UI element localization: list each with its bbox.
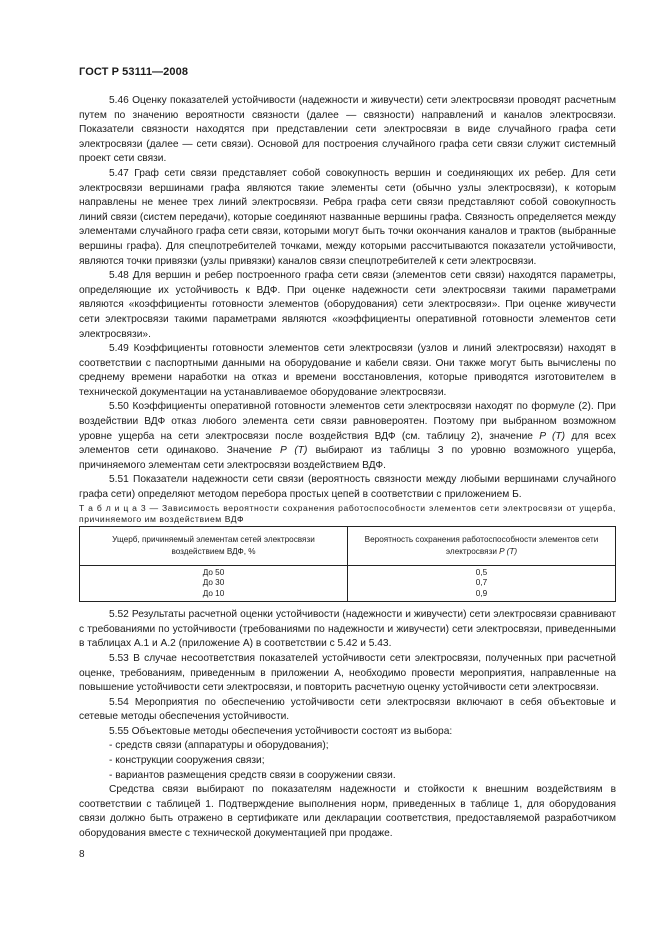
paragraph-5-54: 5.54 Мероприятия по обеспечению устойчивости сети электросвязи включают в себя объектовые и сетевые методы обеспечения устойчивости. (79, 696, 616, 723)
paragraph-5-50-part-c: выбирают из таблицы 3 по уровню возможного ущерба, причиняемого элементам сети электросвязи воздействием ВДФ. (79, 445, 616, 471)
paragraph-5-50 (79, 400, 616, 473)
page-number: 8 (79, 849, 85, 860)
formula-pt: P (T) (279, 445, 308, 457)
damage-value: До 10 (202, 588, 225, 598)
paragraph-5-49: 5.49 Коэффициенты готовности элементов сети электросвязи (узлов и линий электросвязи) находят в соответствии с паспортными данными на оборудование и кабели связи. Они также могут быть вычислены по среднему времени наработки на отказ и времени восстановления, которые приводятся изготовителем в технической документации на устанавливаемое оборудование электросвязи. (79, 343, 616, 398)
list-item: - средств связи (аппаратуры и оборудования); (109, 740, 329, 752)
probability-value: 0,9 (475, 588, 488, 598)
table-3-col-damage-header: Ущерб, причиняемый элементам сетей электросвязи воздействием ВДФ, % (80, 526, 348, 565)
table-3 (79, 526, 616, 603)
table-3-probability-cell (348, 565, 616, 602)
table-row (80, 565, 616, 602)
formula-pt: P (T) (499, 546, 518, 556)
paragraph-final: Средства связи выбирают по показателям надежности и стойкости к внешним воздействиям в соответствии с таблицей 1. Подтверждение выполнения норм, приведенных в таблице 1, для оборудования связи должно быть отражено в сертификате или декларации соответствия, предоставляемой разработчиком оборудования вместе с технической документацией при продаже. (79, 784, 616, 840)
document-body (79, 94, 616, 842)
paragraph-5-53: 5.53 В случае несоответствия показателей устойчивости сети электросвязи, полученных при расчетной оценке, требованиям, приведенным в приложении А, необходимо провести мероприятия, направленные на повышение устойчивости сети электросвязи, и повторить расчетную оценку устойчивости сети электросвязи. (79, 652, 616, 694)
paragraph-5-48: 5.48 Для вершин и ребер построенного графа сети связи (элементов сети связи) находятся параметры, определяющие их устойчивость к ВДФ. При оценке надежности сети электросвязи такими параметрами являются «коэффициенты готовности элементов (оборудования) сети электросвязи». При оценке живучести сети электросвязи такими параметрами являются «коэффициенты оперативной готовности элементов сети электросвязи». (79, 270, 616, 340)
list-item: - вариантов размещения средств связи в сооружении связи. (109, 769, 396, 781)
table-3-damage-cell (80, 565, 348, 602)
paragraph-5-51: 5.51 Показатели надежности сети связи (вероятность связности между любыми вершинами случайного графа сети) определяют методом перебора простых цепей в соответствии с приложением Б. (79, 474, 616, 501)
damage-value: До 30 (202, 578, 225, 588)
standard-code-header: ГОСТ Р 53111—2008 (79, 66, 189, 78)
table-3-col-probability-header-text: Вероятность сохранения работоспособности элементов сети электросвязи (364, 535, 599, 556)
paragraph-5-46: 5.46 Оценку показателей устойчивости (надежности и живучести) сети электросвязи проводят расчетным путем по значению вероятности связности (далее — связности) направлений и каналов электросвязи. Показатели связности находятся при представлении сети электросвязи в виде случайного графа сети электросвязи (далее — сети связи). Основой для построения случайного графа сети связи служит системный проект сети связи. (79, 95, 616, 165)
paragraph-5-55: 5.55 Объектовые методы обеспечения устойчивости состоят из выбора: (109, 725, 453, 737)
paragraph-5-47: 5.47 Граф сети связи представляет собой совокупность вершин и соединяющих их ребер. Для сети электросвязи вершинами графа являются такие элементы сети (обычно узлы электросвязи), к которым направлены не менее трех линий электросвязи. Ребра графа сети связи представляют собой совокупность линий связи (систем передачи), которые соединяют названные вершины графа. Связность определяется между элементами случайного графа сети связи, которыми могут быть точки окончания каналов и трактов (выбранные вершины графа). Для спецпотребителей точками, между которыми рассчитываются показатели устойчивости, являются точки привязки (узлы привязки) каналов связи спецпотребителей к сети электросвязи. (79, 167, 616, 267)
paragraph-5-50-part-b: для всех элементов сети одинаково. Значение (79, 430, 616, 457)
damage-value: До 50 (202, 567, 225, 577)
probability-value: 0,7 (475, 578, 488, 588)
paragraph-5-50-part-a: 5.50 Коэффициенты оперативной готовности элементов сети электросвязи находят по формуле (2). При воздействии ВДФ отказ любого элемента сети связи равновероятен. Поэтому при выбранном возможном уровне ущерба на сети электросвязи после воздействия ВДФ (см. таблицу 2), значение (79, 401, 616, 442)
formula-pt: P (T) (539, 430, 565, 442)
table-3-col-probability-header (348, 526, 616, 565)
probability-value: 0,5 (475, 567, 488, 577)
list-item: - конструкции сооружения связи; (109, 755, 265, 767)
paragraph-5-52: 5.52 Результаты расчетной оценки устойчивости (надежности и живучести) сети электросвязи сравнивают с требованиями по устойчивости (требованиями по надежности и живучести) сети электросвязи, приведенными в таблицах А.1 и А.2 (приложение А) в соответствии с 5.42 и 5.43. (79, 609, 616, 650)
table-3-caption: Т а б л и ц а 3 — Зависимость вероятности сохранения работоспособности элементов сети электросвязи от ущерба, причиняемого им воздействием ВДФ (79, 502, 616, 525)
